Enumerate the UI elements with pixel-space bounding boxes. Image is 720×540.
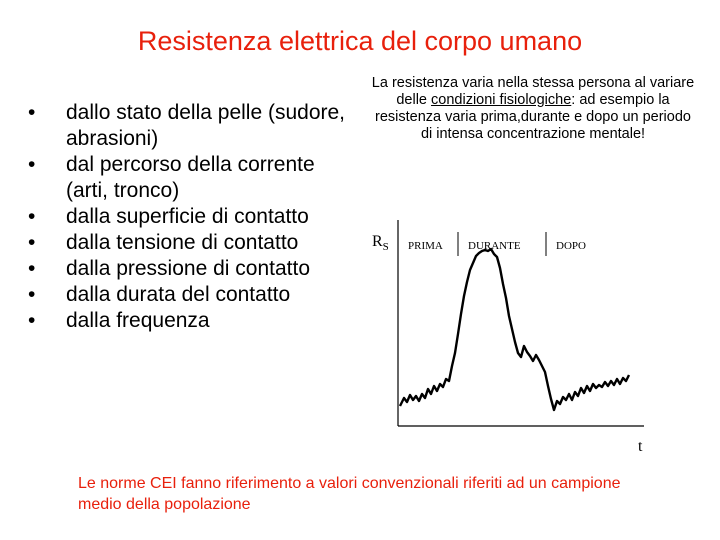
bullet-icon: •	[28, 257, 36, 280]
bullet-icon: •	[28, 153, 36, 176]
note-text	[368, 75, 698, 143]
x-axis-label: t	[638, 438, 643, 455]
list-item-text: dalla pressione di contatto	[66, 257, 310, 280]
y-axis-label-main: R	[372, 233, 383, 250]
note-part-1: La resistenza varia nella stessa persona al variare delle	[371, 75, 695, 108]
factor-list	[28, 100, 358, 334]
y-axis-label-sub: S	[382, 241, 389, 253]
phase-label-dopo: DOPO	[556, 240, 586, 252]
list-item	[28, 282, 358, 308]
list-item-text: dalla tensione di contatto	[66, 231, 299, 254]
list-item-text: dalla frequenza	[66, 309, 210, 332]
list-item	[28, 152, 358, 204]
bullet-icon: •	[28, 205, 36, 228]
phase-label-durante: DURANTE	[468, 240, 521, 252]
list-item	[28, 100, 358, 152]
bullet-icon: •	[28, 283, 36, 306]
list-item-text: dalla durata del contatto	[66, 283, 291, 306]
y-axis-label	[372, 233, 389, 253]
list-item-text: dalla superficie di contatto	[66, 205, 309, 228]
bullet-icon: •	[28, 101, 36, 124]
list-item	[28, 256, 358, 282]
note-part-2: : ad esempio la resistenza varia prima,durante e dopo un periodo di intensa concentrazione mentale!	[375, 92, 691, 142]
phase-label-prima: PRIMA	[408, 240, 443, 252]
slide-title: Resistenza elettrica del corpo umano	[137, 26, 583, 56]
list-item	[28, 230, 358, 256]
bullet-icon: •	[28, 309, 36, 332]
list-item-text: dal percorso della corrente (arti, tronco)	[66, 153, 315, 202]
bullet-icon: •	[28, 231, 36, 254]
list-item	[28, 308, 358, 334]
resistance-time-diagram	[360, 210, 660, 460]
note-underlined: condizioni fisiologiche	[431, 92, 572, 108]
footer-note: Le norme CEI fanno riferimento a valori convenzionali riferiti ad un campione medio della popolazione	[78, 475, 621, 513]
list-item-text: dallo stato della pelle (sudore, abrasioni)	[66, 101, 346, 150]
resistance-curve	[400, 249, 629, 410]
list-item	[28, 204, 358, 230]
